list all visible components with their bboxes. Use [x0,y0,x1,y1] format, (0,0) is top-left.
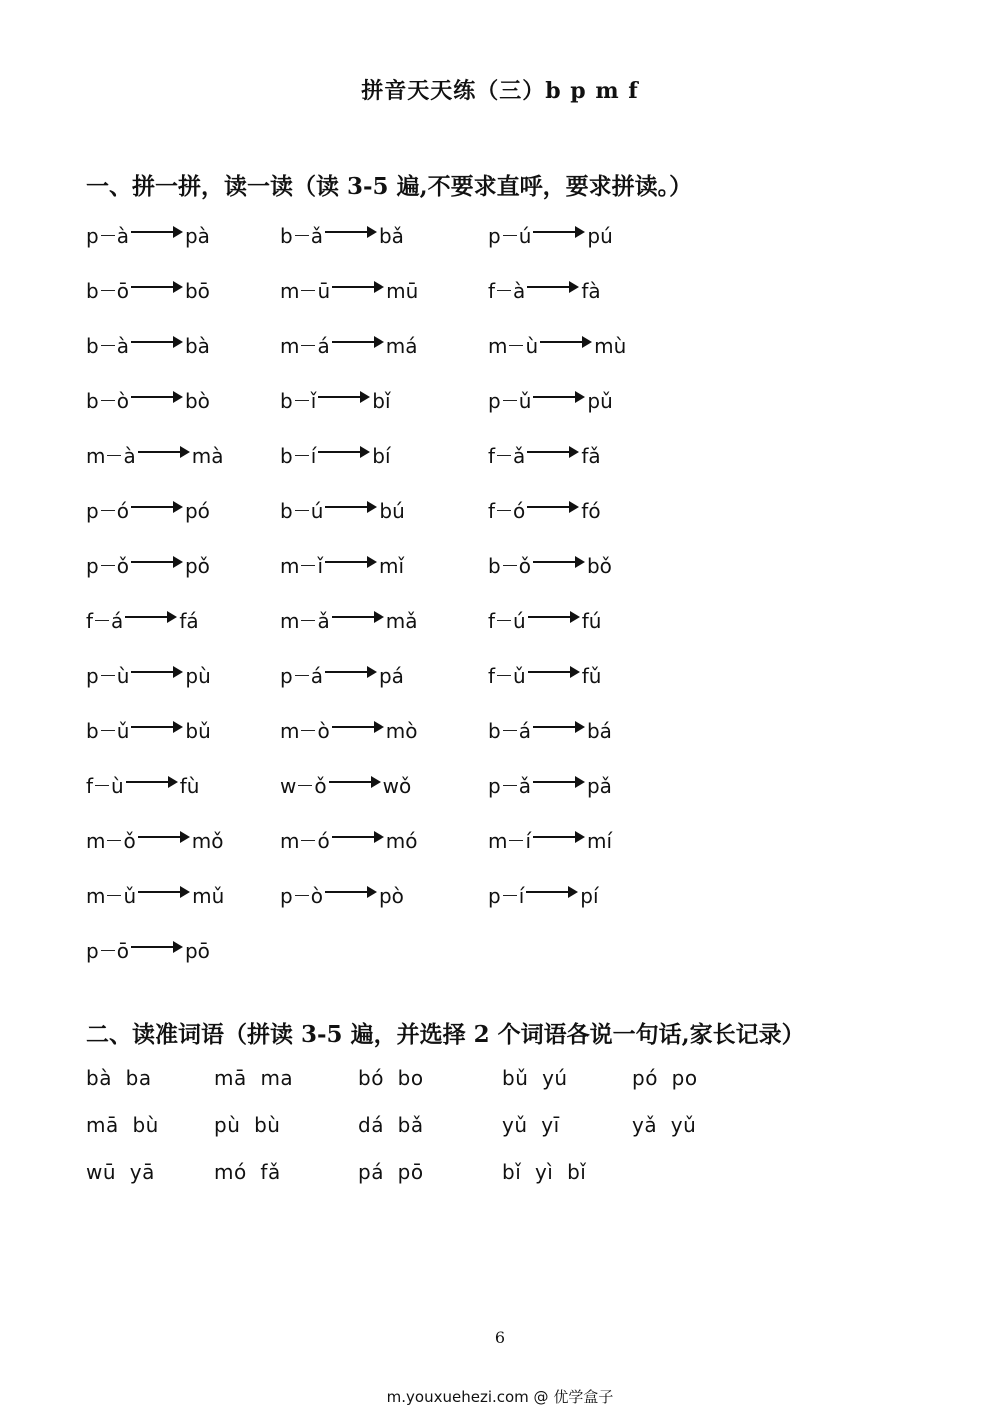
initial: m [280,829,300,853]
final: ù [525,334,539,358]
drill-item [488,715,612,747]
arrow-right-icon [527,506,577,508]
connector-dash [101,290,115,291]
drill-item [488,660,601,692]
drill-item [280,605,418,637]
word-reading-grid [86,1066,786,1207]
final: ó [116,499,129,523]
drill-row [86,770,786,825]
final: í [525,829,532,853]
drill-item [488,275,601,307]
final: à [123,444,136,468]
final: ó [513,499,526,523]
final: ǒ [123,829,136,853]
result-syllable: mǔ [192,884,225,908]
arrow-right-icon [138,836,188,838]
final: ǎ [513,444,526,468]
result-syllable: pǎ [586,774,612,798]
word-item: mó fǎ [214,1160,281,1184]
word-item: wū yā [86,1160,155,1184]
connector-dash [101,235,115,236]
connector-dash [301,840,315,841]
initial: f [86,609,94,633]
initial: f [86,774,94,798]
drill-item [280,880,404,912]
arrow-right-icon [332,726,382,728]
drill-item [86,880,224,912]
drill-item [280,770,411,802]
connector-dash [298,785,312,786]
drill-item [488,550,612,582]
arrow-right-icon [533,231,583,233]
drill-row [86,385,786,440]
final: ǐ [310,389,317,413]
final: ǒ [518,554,531,578]
drill-item [86,825,223,857]
word-item: mā bù [86,1113,159,1137]
drill-item [86,935,210,967]
drill-row [86,440,786,495]
arrow-right-icon [533,726,583,728]
result-syllable: mà [191,444,224,468]
arrow-right-icon [325,506,375,508]
word-item: bǔ yú [502,1066,568,1090]
arrow-right-icon [131,506,181,508]
drill-item [86,495,210,527]
connector-dash [101,345,115,346]
result-syllable: pá [378,664,404,688]
connector-dash [107,455,121,456]
result-syllable: fù [179,774,200,798]
word-item: pá pō [358,1160,424,1184]
arrow-right-icon [528,671,578,673]
spelling-drill-grid [86,220,786,990]
final: á [310,664,323,688]
final: ō [116,939,129,963]
drill-item [86,220,210,252]
initial: b [488,719,501,743]
initial: m [488,334,508,358]
result-syllable: mū [386,279,419,303]
drill-item [280,220,404,252]
result-syllable: mǐ [379,554,405,578]
final: ò [310,884,323,908]
final: ú [310,499,324,523]
arrow-right-icon [125,616,175,618]
initial: b [280,444,293,468]
final: ǔ [123,884,137,908]
final: á [518,719,531,743]
drill-item [86,385,210,417]
drill-item [488,440,601,472]
result-syllable: mǒ [191,829,224,853]
result-syllable: wǒ [382,774,412,798]
result-syllable: fǎ [581,444,601,468]
result-syllable: mù [594,334,627,358]
connector-dash [107,895,121,896]
drill-row [86,935,786,990]
drill-item [488,495,601,527]
drill-item [280,660,404,692]
connector-dash [301,730,315,731]
arrow-right-icon [131,561,181,563]
drill-item [86,330,210,362]
result-syllable: pí [580,884,599,908]
initial: p [86,939,99,963]
final: ò [317,719,330,743]
connector-dash [295,400,309,401]
final: à [116,334,129,358]
initial: f [488,444,496,468]
initial: p [488,224,501,248]
drill-item [280,275,418,307]
result-syllable: pù [185,664,211,688]
initial: p [488,389,501,413]
result-syllable: má [385,334,418,358]
arrow-right-icon [131,396,181,398]
initial: w [280,774,297,798]
initial: m [86,444,106,468]
initial: b [280,499,293,523]
drill-item [488,330,626,362]
word-item: bó bo [358,1066,424,1090]
footer-source: m.youxuehezi.com @ 优学盒子 [386,1388,614,1406]
initial: b [86,389,99,413]
arrow-right-icon [325,561,375,563]
drill-item [280,825,417,857]
result-syllable: fá [179,609,199,633]
connector-dash [497,620,511,621]
connector-dash [301,290,315,291]
initial: m [86,829,106,853]
initial: p [86,224,99,248]
initial: f [488,664,496,688]
initial: f [488,609,496,633]
result-syllable: bí [372,444,391,468]
drill-item [86,605,199,637]
result-syllable: mò [385,719,418,743]
page-title: 拼音天天练（三）b p m f [361,78,639,104]
connector-dash [497,455,511,456]
drill-row [86,495,786,550]
connector-dash [295,510,309,511]
result-syllable: mǎ [385,609,418,633]
arrow-right-icon [332,616,382,618]
initial: b [280,389,293,413]
arrow-right-icon [533,396,583,398]
arrow-right-icon [138,891,188,893]
final: ù [116,664,130,688]
result-syllable: mí [587,829,613,853]
connector-dash [497,290,511,291]
word-item: pù bù [214,1113,281,1137]
connector-dash [295,235,309,236]
result-syllable: bà [184,334,210,358]
final: ǐ [317,554,324,578]
connector-dash [101,675,115,676]
final: ú [513,609,526,633]
final: ǔ [513,664,526,688]
drill-row [86,715,786,770]
drill-item [86,770,199,802]
initial: f [488,279,496,303]
section-heading-spell-read: 一、拼一拼，读一读（读 3-5 遍,不要求直呼，要求拼读。） [86,173,693,200]
connector-dash [497,675,511,676]
word-row [86,1066,786,1113]
connector-dash [107,840,121,841]
result-syllable: pó [184,499,210,523]
connector-dash [509,840,523,841]
result-syllable: bǔ [185,719,211,743]
final: ù [111,774,124,798]
drill-item [86,660,211,692]
arrow-right-icon [138,451,188,453]
connector-dash [503,565,517,566]
initial: m [280,554,300,578]
word-item: mā ma [214,1066,294,1090]
result-syllable: bú [379,499,405,523]
arrow-right-icon [318,451,368,453]
final: ǎ [518,774,531,798]
connector-dash [301,620,315,621]
word-item: pó po [632,1066,698,1090]
initial: b [86,719,99,743]
arrow-right-icon [527,286,577,288]
drill-item [488,220,613,252]
final: ǒ [116,554,129,578]
drill-item [280,385,391,417]
initial: p [86,554,99,578]
result-syllable: fà [581,279,601,303]
final: í [518,884,525,908]
word-item: yǎ yǔ [632,1113,697,1137]
result-syllable: bǎ [378,224,404,248]
result-syllable: pǔ [587,389,613,413]
initial: m [280,334,300,358]
result-syllable: mó [385,829,418,853]
initial: m [488,829,508,853]
final: ú [518,224,532,248]
result-syllable: pò [378,884,404,908]
arrow-right-icon [325,891,375,893]
arrow-right-icon [131,726,181,728]
drill-row [86,825,786,880]
drill-item [86,275,210,307]
drill-item [488,880,599,912]
arrow-right-icon [533,781,583,783]
drill-item [280,440,391,472]
arrow-right-icon [526,891,576,893]
initial: p [488,884,501,908]
initial: b [488,554,501,578]
result-syllable: pō [184,939,210,963]
arrow-right-icon [329,781,379,783]
drill-item [280,715,417,747]
final: ō [116,279,129,303]
arrow-right-icon [533,561,583,563]
drill-row [86,880,786,935]
initial: f [488,499,496,523]
drill-row [86,330,786,385]
arrow-right-icon [318,396,368,398]
connector-dash [301,345,315,346]
drill-row [86,550,786,605]
final: ǔ [116,719,130,743]
arrow-right-icon [332,286,382,288]
arrow-right-icon [533,836,583,838]
result-syllable: bǒ [586,554,612,578]
arrow-right-icon [540,341,590,343]
connector-dash [509,345,523,346]
final: á [111,609,124,633]
arrow-right-icon [332,836,382,838]
result-syllable: fó [581,499,601,523]
word-item: yǔ yī [502,1113,560,1137]
result-syllable: bō [184,279,210,303]
arrow-right-icon [131,341,181,343]
connector-dash [95,620,109,621]
result-syllable: fǔ [581,664,602,688]
final: í [310,444,317,468]
initial: p [86,499,99,523]
result-syllable: bò [184,389,210,413]
connector-dash [101,510,115,511]
drill-item [488,770,612,802]
arrow-right-icon [332,341,382,343]
initial: p [280,664,293,688]
result-syllable: bǐ [372,389,391,413]
initial: m [280,279,300,303]
initial: p [86,664,99,688]
drill-item [280,495,405,527]
connector-dash [503,235,517,236]
initial: m [280,719,300,743]
final: à [513,279,526,303]
drill-row [86,220,786,275]
initial: p [280,884,293,908]
connector-dash [503,730,517,731]
word-item: dá bǎ [358,1113,424,1137]
final: ǔ [518,389,532,413]
drill-item [86,715,211,747]
result-syllable: pǒ [184,554,210,578]
initial: m [86,884,106,908]
initial: b [86,279,99,303]
initial: b [280,224,293,248]
word-item: bà ba [86,1066,152,1090]
arrow-right-icon [131,671,181,673]
drill-row [86,275,786,330]
result-syllable: pà [184,224,210,248]
connector-dash [295,455,309,456]
initial: b [86,334,99,358]
section-heading-word-reading: 二、读准词语（拼读 3-5 遍，并选择 2 个词语各说一句话,家长记录） [86,1021,805,1048]
word-row [86,1160,786,1207]
word-item: bǐ yì bǐ [502,1160,587,1184]
connector-dash [503,895,517,896]
connector-dash [301,565,315,566]
connector-dash [503,785,517,786]
drill-row [86,605,786,660]
connector-dash [101,730,115,731]
connector-dash [101,950,115,951]
arrow-right-icon [528,616,578,618]
connector-dash [497,510,511,511]
final: ǎ [310,224,323,248]
result-syllable: bá [586,719,612,743]
drill-item [86,550,210,582]
connector-dash [101,565,115,566]
initial: p [488,774,501,798]
final: ó [317,829,330,853]
drill-item [488,385,613,417]
arrow-right-icon [131,231,181,233]
drill-item [280,550,404,582]
drill-item [86,440,224,472]
final: á [317,334,330,358]
drill-item [488,605,601,637]
arrow-right-icon [131,286,181,288]
arrow-right-icon [527,451,577,453]
result-syllable: pú [587,224,613,248]
page-number: 6 [494,1328,506,1347]
final: ǒ [314,774,327,798]
final: ū [317,279,331,303]
connector-dash [101,400,115,401]
connector-dash [295,675,309,676]
arrow-right-icon [131,946,181,948]
drill-row [86,660,786,715]
connector-dash [95,785,109,786]
final: ò [116,389,129,413]
word-row [86,1113,786,1160]
arrow-right-icon [325,231,375,233]
connector-dash [503,400,517,401]
arrow-right-icon [126,781,176,783]
drill-item [280,330,418,362]
arrow-right-icon [325,671,375,673]
final: à [116,224,129,248]
initial: m [280,609,300,633]
connector-dash [295,895,309,896]
drill-item [488,825,612,857]
result-syllable: fú [581,609,602,633]
final: ǎ [317,609,330,633]
